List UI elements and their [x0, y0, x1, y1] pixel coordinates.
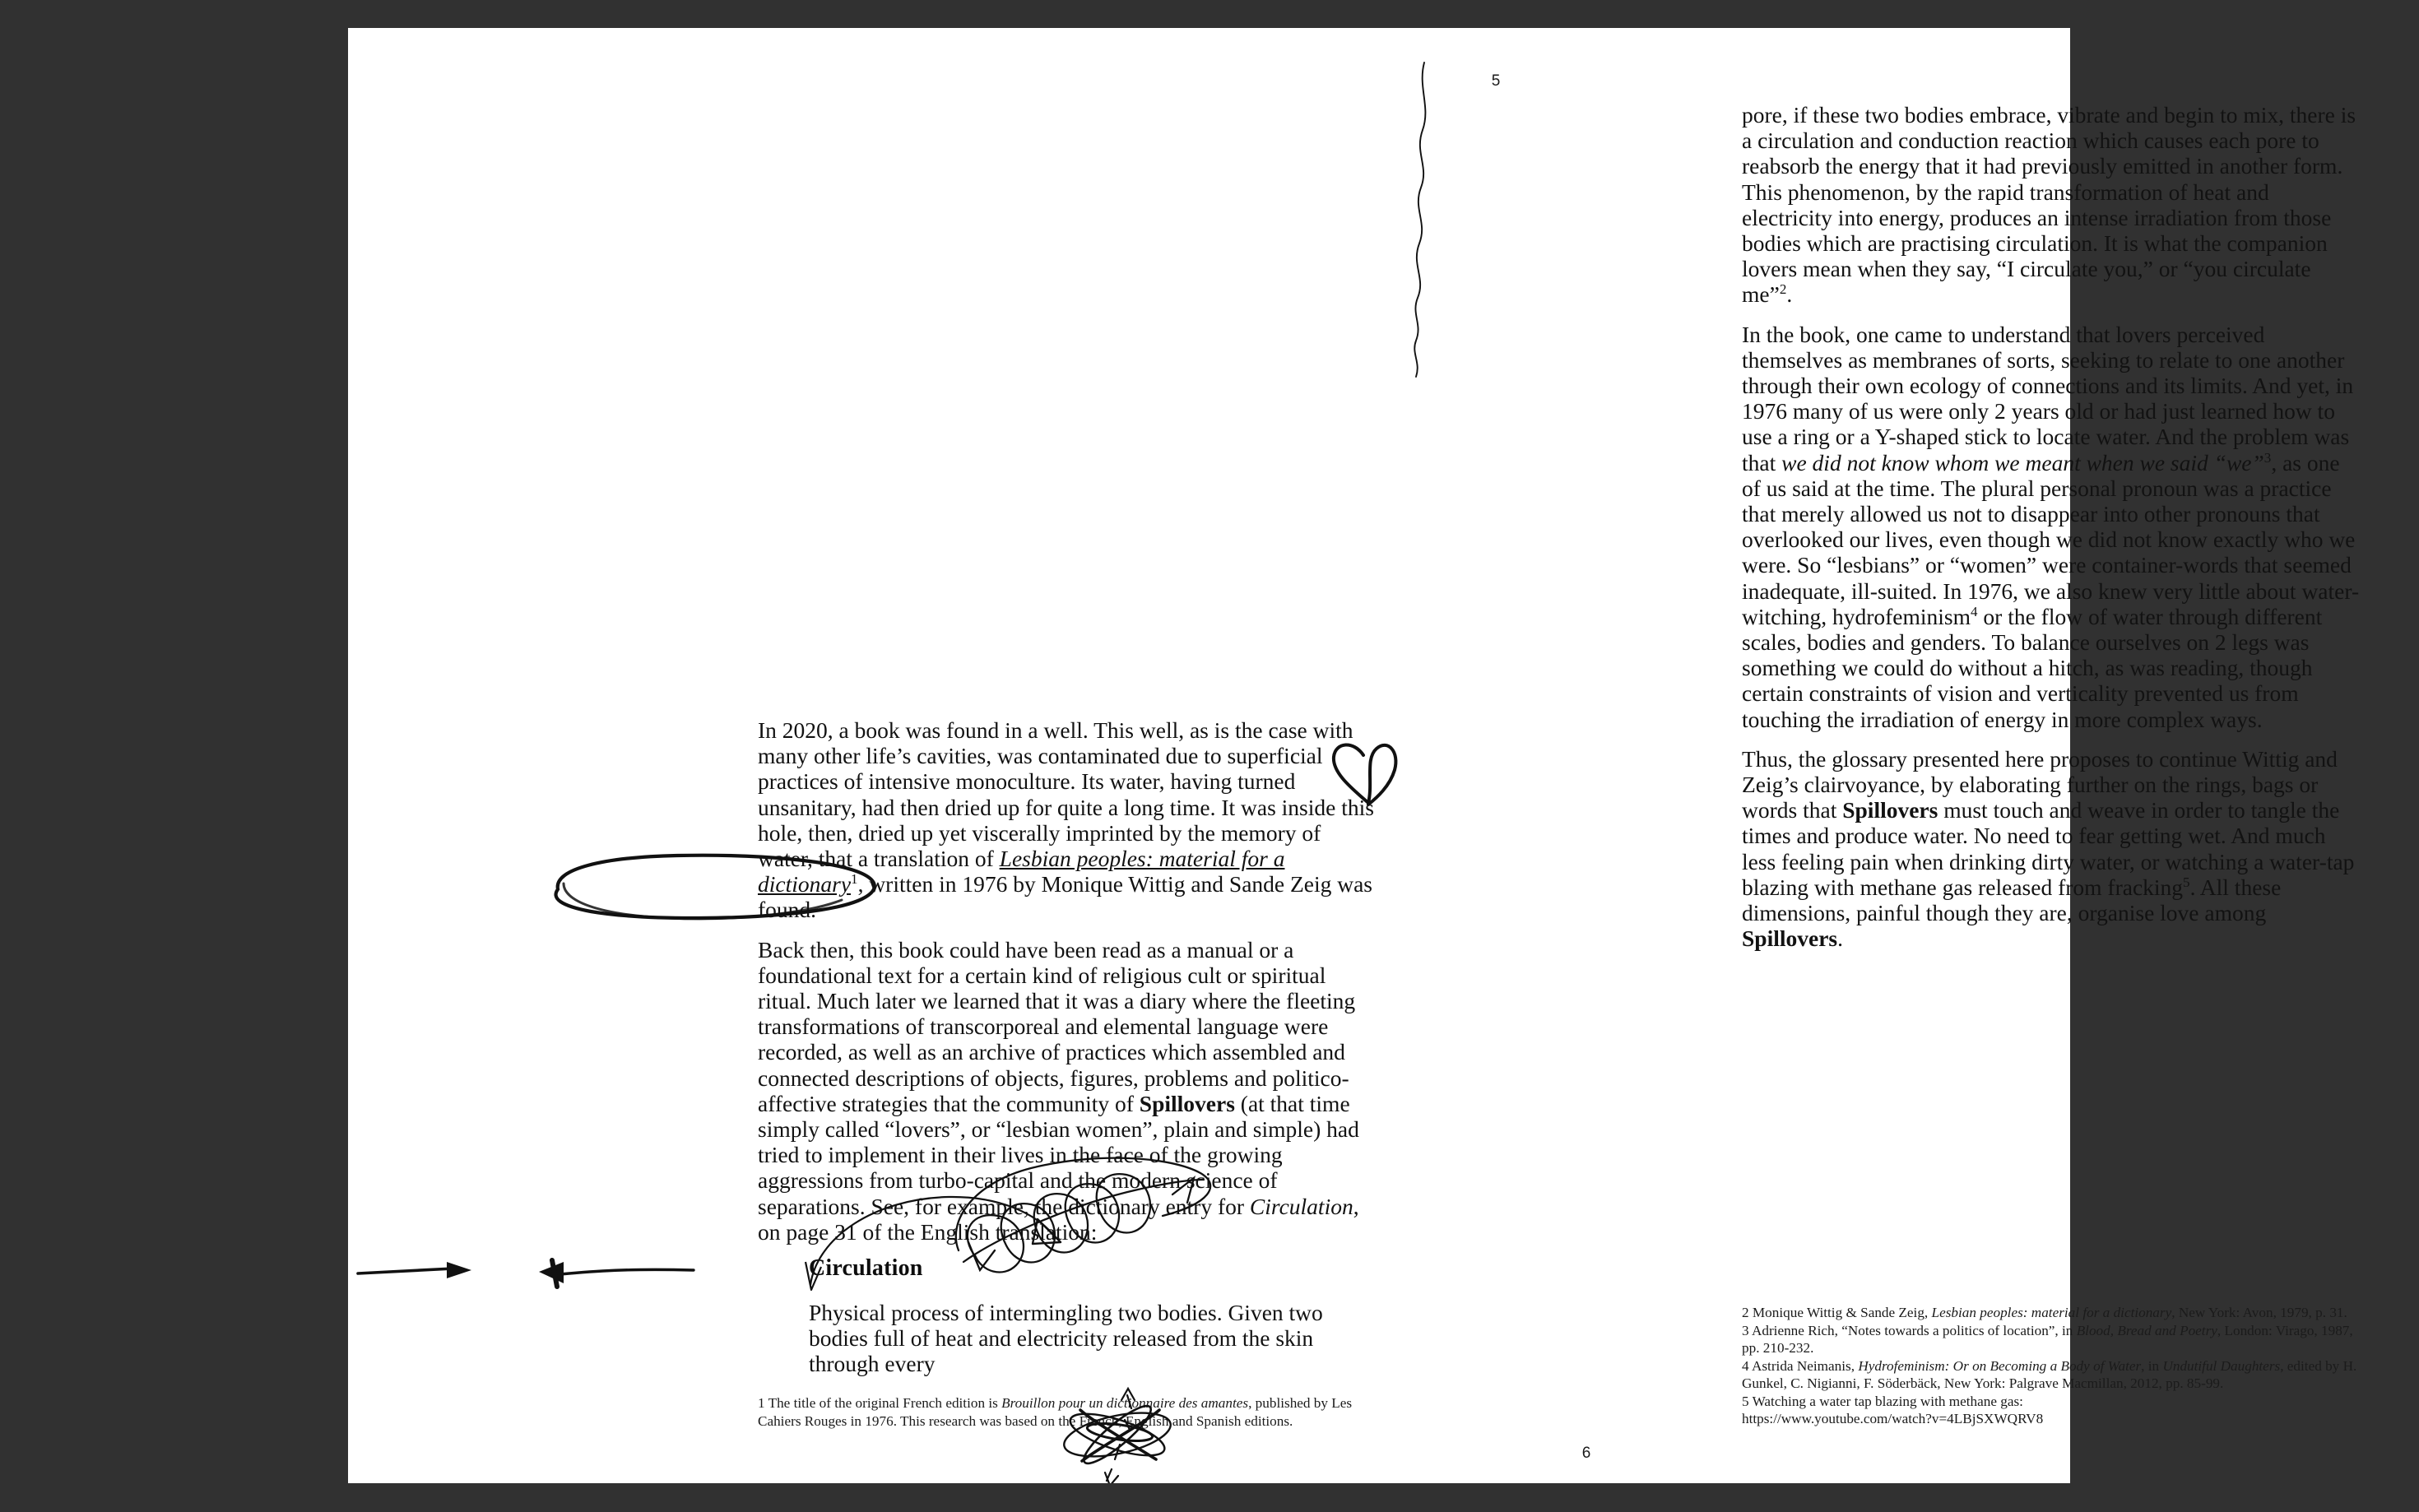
footnote-marker: 1 — [758, 1395, 765, 1411]
footnote-text: Monique Wittig & Sande Zeig, — [1748, 1305, 1932, 1320]
footnote-marker: 2 — [1742, 1305, 1749, 1320]
quoted-phrase-italic: we did not know whom we meant when we said “we” — [1781, 449, 2264, 475]
footnote-ref-5: 5 — [2183, 874, 2190, 890]
para-text-cont: , as one of us said at the time. The plural personal pronoun was a practice that merely allowed us not to disappear into other pronouns that overlooked our lives, even though we did not know exactly who we were. So “lesbians” or “women” were container-words that seemed inadequate, ill-suited. In 1976, we also knew very little about water-witching, hydrofeminism — [1742, 449, 2360, 629]
footnote-title: Brouillon pour un dictionnaire des amantes — [1001, 1395, 1249, 1411]
right-footnotes — [1742, 1304, 2367, 1428]
folio-bottom: 6 — [1581, 1445, 1591, 1462]
footnote-item — [1742, 1322, 2367, 1357]
footnote-title: Hydrofeminism: Or on Becoming a Body of Water — [1858, 1357, 2142, 1374]
term-spillovers: Spillovers — [1139, 1090, 1235, 1116]
para-text: In the book, one came to understand that lovers perceived themselves as membranes of sorts, seeking to relate to one another through their own ecology of connections and its limits. And yet, in 1976 many of us were only 2 years old or had just learned how to use a ring or a Y-shaped stick to locate water. And the problem was that — [1742, 321, 2354, 475]
right-paragraph-2 — [1742, 322, 2361, 732]
folio-top: 5 — [1491, 72, 1501, 90]
footnote-text-mid: , in — [2141, 1357, 2163, 1374]
term-spillovers: Spillovers — [1842, 797, 1938, 823]
footnote-url[interactable]: https://www.youtube.com/watch?v=4LBjSXWQRV8 — [1742, 1411, 2044, 1426]
left-paragraph-2 — [758, 937, 1375, 1245]
para-text-cont: (at that time simply called “lovers”, or “lesbian women”, plain and simple) had tried to implement in their lives in the face of the growing aggressions from turbo-capital and the modern science of separations. See, for example, the dictionary entry for — [758, 1090, 1359, 1219]
footnote-text-cont: , London: Virago, 1987, pp. 210-232. — [1742, 1322, 2353, 1356]
dictionary-headword: Circulation — [809, 1255, 923, 1281]
para-text: In 2020, a book was found in a well. This well, as is the case with many other life’s cavities, was contaminated due to superficial practices of intensive monoculture. Its water, having turned unsanitary, had then dried up for quite a long time. It was inside this hole, then, dried up yet viscerally imprinted by the memory of water, that a translation of — [758, 717, 1374, 872]
footnote-marker: 3 — [1742, 1322, 1749, 1338]
left-footnotes — [758, 1394, 1379, 1430]
para-text-cont: must touch and weave in order to tangle the times and produce water. No need to fear getting wet. And much less feeling pain when drinking dirty water, or watching a water-tap blazing with methane gas released from fracking — [1742, 797, 2355, 900]
footnote-title: Blood, Bread and Poetry — [2076, 1322, 2217, 1338]
para-text: Thus, the glossary presented here proposes to continue Wittig and Zeig’s clairvoyance, by elaborating further on the rings, bags or words that — [1742, 745, 2338, 823]
right-body-text — [1742, 102, 2361, 966]
para-text-end: or the flow of water through different scales, bodies and genders. To balance ourselves on 2 legs was something we could do without a hitch, as was reading, though certain constraints of vision and verticality prevented us from touching the irradiation of energy in more complex ways. — [1742, 603, 2323, 732]
footnote-ref-3: 3 — [2263, 449, 2272, 466]
footnote-ref-2: 2 — [1779, 281, 1787, 298]
footnote-text: Astrida Neimanis, — [1748, 1357, 1859, 1374]
footnote-item — [1742, 1357, 2367, 1393]
footnote-ref-4: 4 — [1971, 603, 1978, 619]
footnote-text-cont: , published by Les Cahiers Rouges in 1976. This research was based on the French, English and Spanish editions. — [758, 1395, 1353, 1429]
footnote-title: Lesbian peoples: material for a dictionary — [1931, 1305, 2172, 1320]
book-title-italic-underlined: Lesbian peoples: material for a dictionary — [758, 846, 1285, 897]
para-text-cont2: . All these dimensions, painful though they are, organise love among — [1742, 874, 2282, 926]
right-paragraph-1 — [1742, 102, 2361, 308]
right-paragraph-3 — [1742, 746, 2361, 952]
footnote-text: Watching a water tap blazing with methane gas: — [1748, 1393, 2023, 1409]
left-body-text — [758, 717, 1375, 1259]
footnote-item — [1742, 1393, 2367, 1411]
footnote-marker: 4 — [1742, 1357, 1749, 1374]
para-text-end: . — [1786, 281, 1793, 308]
footnote-ref-1: 1 — [851, 871, 858, 888]
book-spread — [348, 28, 2360, 1483]
dictionary-definition: Physical process of intermingling two bodies. Given two bodies full of heat and electricity released from the skin through every — [809, 1300, 1323, 1377]
footnote-text-cont: , edited by H. Gunkel, C. Nigianni, F. Söderbäck, New York: Palgrave Macmillan, 2012, pp. 85-99. — [1742, 1357, 2357, 1391]
para-text-cont: , written in 1976 by Monique Wittig and Sande Zeig was found. — [758, 871, 1373, 923]
para-text: Back then, this book could have been read as a manual or a foundational text for a certain kind of religious cult or spiritual ritual. Much later we learned that it was a diary where the fleeting transformations of transcorporeal and elemental language were recorded, as well as an archive of practices which assembled and connected descriptions of objects, figures, problems and politico-affective strategies that the community of — [758, 936, 1356, 1116]
footnote-title-2: Undutiful Daughters — [2162, 1357, 2281, 1374]
term-spillovers-2: Spillovers — [1742, 925, 1838, 952]
para-text-end: . — [1837, 925, 1843, 952]
para-text: pore, if these two bodies embrace, vibrate and begin to mix, there is a circulation and conduction reaction which causes each pore to reabsorb the energy that it had previously emitted in another form. This phenomenon, by the rapid transformation of heat and electricity into energy, produces an intense irradiation from those bodies which are practising circulation. It is what the companion lovers mean when they say, “I circulate you,” or “you circulate me” — [1742, 102, 2356, 308]
footnote-text: Adrienne Rich, “Notes towards a politics of location”, in — [1748, 1322, 2077, 1338]
left-paragraph-1 — [758, 717, 1375, 923]
footnote-item — [758, 1394, 1379, 1430]
footnote-text: The title of the original French edition is — [764, 1395, 1002, 1411]
entry-name-circulation: Circulation — [1249, 1193, 1353, 1219]
para-text-end: , on page 31 of the English translation: — [758, 1193, 1359, 1245]
footnote-text-cont: , New York: Avon, 1979, p. 31. — [2171, 1305, 2347, 1320]
footnote-marker: 5 — [1742, 1393, 1749, 1409]
footnote-item — [1742, 1304, 2367, 1322]
